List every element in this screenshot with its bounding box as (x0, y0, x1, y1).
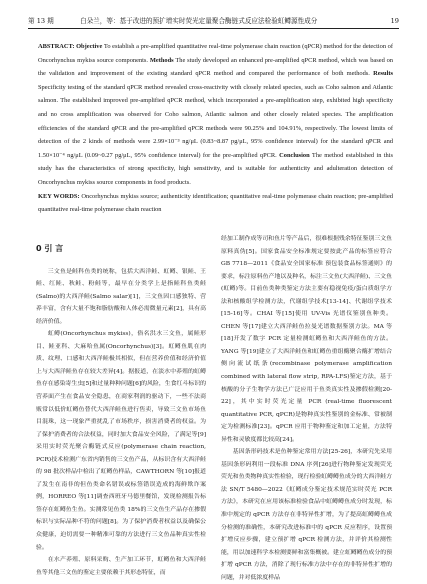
conclusion-text: The method established in this study has the characteristics of strong specificity, high sensitivity, and is suitable for authenticity and adulteration detection of Oncorhynchus mykiss source components in food products. (38, 151, 393, 186)
keywords-label: KEY WORDS: (38, 192, 80, 200)
abstract-body (38, 40, 393, 190)
right-column (221, 233, 392, 584)
results-label: Results (373, 70, 393, 78)
paragraph: 基因条形码技术是鱼种鉴定常用方法[25-26]，本研究先采用基因条形码利用一段标准 DNA 序列[26]进行物种鉴定发现荧光荧光和鱼类物种真实性检验，现行检验虹鳟鳟鱼成分的大西洋鲑方法 SN/T 5480—2022《虹鳟成分鉴定技术规范实时荧光 PCR 方法》，本研究在应用该标准检验食品中虹鳟鳟鱼成分时发现，标准中规定的 qPCR 方法存在非特异性扩增，为了提高虹鳟鳟鱼成分检测的准确性，本研究改进标准中的 qPCR 反应程序，设置预扩增反应步骤，建立预扩增 qPCR 检测方法，并评价其检测性能，用以加速科学本检测要鲜和富集概被。建立虹鳟鳟鱼成分的预扩增 qPCR 方法，消除了现行标准方法中存在的非特异性扩增的问题，并对低浓度样品 (221, 449, 392, 581)
results-text: Specificity testing of the standard qPCR method revealed cross-reactivity with closely related species, such as Coho salmon and Atlantic salmon. The established improved pre-amplified qPCR method, which incorporated a pre-amplification step, exhibited high specificity and no cross amplification was observed for Coho salmon, Atlantic salmon and other closely related species. The amplification efficiencies of the standard qPCR and the pre-amplified qPCR methods were 90.25% and 104.91%, respectively. The lowest limits of detection of the 2 kinds of methods were 2.99×10⁻³ ng/μL (0.83~8.87 pg/μL, 95% confidence interval) for the standard qPCR and 1.50×10⁻⁴ ng/μL (0.09~0.27 pg/μL, 95% confidence interval) for the pre-amplified qPCR. (38, 83, 393, 159)
english-abstract (38, 40, 393, 217)
keywords-line (38, 190, 393, 217)
conclusion-label: Conclusion (279, 151, 310, 159)
left-column (36, 243, 206, 579)
objective-label: ABSTRACT: Objective (38, 43, 103, 50)
methods-label: Methods (149, 56, 174, 64)
page-number: 19 (390, 17, 399, 25)
paragraph: 在水产养殖、原料采购、生产加工环节，虹鳟鱼和大西洋鲑鱼等其他三文鱼的鉴定主要依赖于其形态特征，而 (36, 557, 206, 576)
running-title: 白朵兰，等：基于改进的预扩增实时荧光定量聚合酶链式反应法检验虹鳟源性成分 (80, 17, 318, 25)
keywords-text: Oncorhynchus mykiss source; authenticity identification; quantitative real-time polymerase chain reaction; pre-amplified quantitative real-time polymerase chain reaction (38, 192, 393, 214)
methods-text: The study developed an enhanced pre-amplified qPCR method, which was based on the validation and improvement of the existing standard qPCR method and compared the performance of both methods. (38, 56, 393, 78)
paragraph: 三文鱼是鲑科鱼类的统称，包括大西洋鲑、虹鳟、银鲑、王鲑、红鲑、秋鲑、粉鲑等，最早在分类学上是指鲑科鱼类鲑(Salmo)的大西洋鲑(Salmo salar)[1]，三文鱼因口感独特、营养丰富，含有大量不饱和脂肪酸和人体必需微量元素[2]，具有高经济价值。 (36, 268, 206, 325)
issue-number: 第 13 期 (28, 17, 54, 25)
section-title-introduction: 0 引 言 (36, 244, 64, 253)
running-header (28, 14, 399, 29)
objective-text: To establish a pre-amplified quantitative real-time polymerase chain reaction (qPCR) method for the detection of Oncorhynchus mykiss source components. (38, 43, 393, 64)
paragraph: 虹鳟(Oncorhynchus mykiss)，俗名洪水三文鱼，属鲑形目、鲑亚科、大麻哈鱼属(Oncorhynchus)[3]。虹鳟鱼肌在肉质、纹理、口感和大西洋鲑极其相似，但在营养价值和经济价值上与大西洋鲑鱼存在较大差异[4]。据报道，在淡水中养殖的虹鳟鱼存在感染寄生虫[5]和过量种种问题[6]的风险，生食红斗标识的营养面产生在食品安全隐患，在商家利润的驱动下，一些不法商贩常以低价虹鳟鱼替代大西洋鲑鱼进行售卖，导致三文鱼市场鱼目混珠，这一现象严重扰乱了市场秩序，损害消费者的权益。为了保护消费者的合法权益，同时加大食品安全风险，了满足等[9]采用实时荧光聚合酶链式反应(polymerase chain reaction, PCR)技术检测广东省内销售的三文鱼产品，从标识含有大西洋鲑的 98 批次样品中检出了虹鳟鱼样品，CAWTHORN 等[10]报道了发生在南非的但鱼类命名错误或标签错误造成的海鲜欺诈案例，HORREO 等[11]调查西班牙马德里餐馆，发现检测报告标签存在虹鳟鱼生鱼。实测常见鱼类 18%的三文鱼生产品存在掺假标识与实际品种不符的问题[8]。为了保护消费者权益以及确保公众健康，迫切需要一种精准可靠的方法进行三文鱼品种真实性检验。 (36, 331, 206, 551)
paragraph: 经加工制作成等司和鱼片等产品后，很难根据残余特征鉴别三文鱼原料真伪[5]。国家食品安全标准规定要按此产品的标签应符合 GB 7718—2011《食品安全国家标准 预包装食品标签通则》的要求，标注原料鱼产地以及种名，标注三文鱼(大西洋鲑)、三文鱼(虹鳟)等。目前鱼类种类鉴定方法主要有稳视免疫/蛋白质组学方法和核酸组学检测方法，代谢组学技术[13-14]、代谢组学技术[15-16]等。CHAI 等[15]使用 UV-Vis 光谱仪鉴别鱼种类。CHEN 等[17]建立大西洋鲑鱼拉曼光谱数据鉴别方法。MA 等[18]开发了数字 PCR 定量检测虹鳟鱼和大西洋鲑鱼的方法。YANG 等[19]建立了大西洋鲑鱼和虹鳟鱼重组酶聚合酶扩增结合侧向流试纸条(recombinase polymerase amplification combined with lateral flow strip, RPA-LFS)鉴定方法，基于核酸的分子生物学方法已广泛应用于鱼类真实性及掺假检测[20-22]，其中实时荧光定量 PCR (real-time fluorescent quantitative PCR, qPCR)是物种真实性鉴别的金标准、常被制定为检测标准[23]。qPCR 应用于物种鉴定和加工定量，方法特异性和灵敏度都比较高[24]。 (221, 236, 392, 443)
